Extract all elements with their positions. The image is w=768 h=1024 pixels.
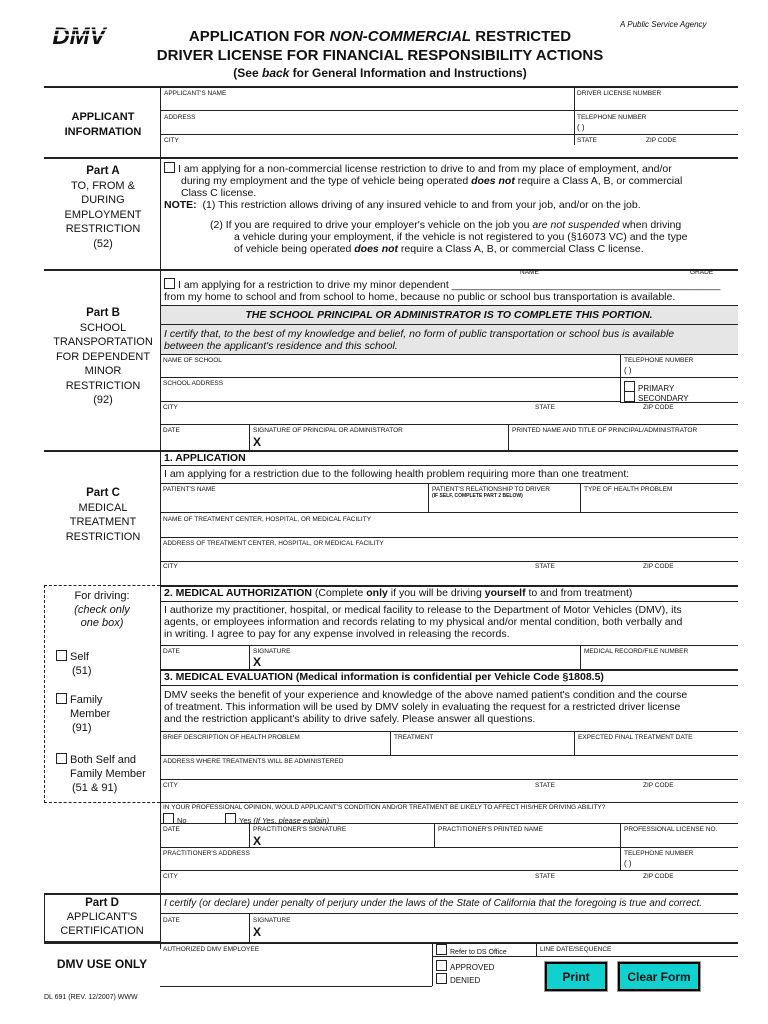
part-c-label: Part C MEDICAL TREATMENT RESTRICTION xyxy=(65,487,141,543)
svg-text:DMV: DMV xyxy=(52,23,106,50)
practitioner-zip-label: ZIP CODE xyxy=(643,873,674,880)
school-phone-label: TELEPHONE NUMBER xyxy=(624,357,694,364)
evaluation-heading: 3. MEDICAL EVALUATION (Medical information is confidential per Vehicle Code §1808.5) xyxy=(164,671,604,683)
auth-date-label: DATE xyxy=(163,648,180,655)
application-heading: 1. APPLICATION xyxy=(164,452,246,464)
patient-name-label: PATIENT'S NAME xyxy=(163,486,216,493)
certify-date-label: DATE xyxy=(163,917,180,924)
practitioner-printed-label: PRACTITIONER'S PRINTED NAME xyxy=(438,826,543,833)
license-number-label: PROFESSIONAL LICENSE NO. xyxy=(624,826,718,833)
center-address-label: ADDRESS OF TREATMENT CENTER, HOSPITAL, OR MEDICAL FACILITY xyxy=(163,540,384,547)
brief-description-label: BRIEF DESCRIPTION OF HEALTH PROBLEM xyxy=(163,734,300,741)
treatment-city-label: CITY xyxy=(163,782,178,789)
print-button[interactable]: Print xyxy=(545,962,607,991)
practitioner-address-label: PRACTITIONER'S ADDRESS xyxy=(163,850,250,857)
clear-form-button[interactable]: Clear Form xyxy=(618,962,700,991)
authorization-text: I authorize my practitioner, hospital, or medical facility to release to the Department of Motor Vehicles (DMV), its agents, or employees information and records relating to my physical and/or mental condition, both verbally and in writing. I agree to pay for any expense involved in releasing the records. xyxy=(164,604,683,640)
principal-signature-label: SIGNATURE OF PRINCIPAL OR ADMINISTRATOR xyxy=(253,427,403,434)
refer-option[interactable]: Refer to DS Office xyxy=(436,944,507,956)
dependent-name-col: NAME xyxy=(520,269,539,276)
dl-number-field[interactable] xyxy=(577,98,735,109)
part-a-text: I am applying for a non-commercial license restriction to drive to and from my place of employment, and/or during my employment and the type of vehicle being operated does not require a Class A, B, or commercial Class C license. NOTE: (1) This restriction allows driving of any insured vehicle to and from your job, and/or on the job. (2) If you are required to drive your employer's vehicle on the job you are not suspended when driving a vehicle during your employment, if the vehicle is not registered to you (§16073 VC) and the type of vehicle being operated does not require a Class A, B, or commercial Class C license. xyxy=(164,163,688,255)
treatment-address-label: ADDRESS WHERE TREATMENTS WILL BE ADMINISTERED xyxy=(163,758,344,765)
secondary-option[interactable]: SECONDARY xyxy=(624,391,689,403)
opinion-no[interactable]: No xyxy=(163,813,187,825)
practitioner-city-label: CITY xyxy=(163,873,178,880)
practitioner-phone-paren: ( ) xyxy=(624,859,632,868)
driving-option-family[interactable]: Family Member (91) xyxy=(56,693,110,735)
address-field[interactable] xyxy=(164,122,570,133)
center-city-label: CITY xyxy=(163,563,178,570)
school-name-label: NAME OF SCHOOL xyxy=(163,357,222,364)
auth-signature-label: SIGNATURE xyxy=(253,648,291,655)
agency-tagline: A Public Service Agency xyxy=(620,20,707,29)
certify-signature-x[interactable]: X xyxy=(253,925,262,939)
applicant-name-field[interactable] xyxy=(164,98,570,109)
zip-label: ZIP CODE xyxy=(646,137,677,144)
part-b-checkbox[interactable] xyxy=(164,278,175,289)
driving-option-self[interactable]: Self (51) xyxy=(56,650,92,678)
expected-date-label: EXPECTED FINAL TREATMENT DATE xyxy=(578,734,693,741)
approved-option[interactable]: APPROVED xyxy=(436,960,494,972)
for-driving-heading: For driving: (check only one box) xyxy=(74,590,130,629)
dmv-logo xyxy=(46,22,112,50)
part-a-label: Part A TO, FROM & DURING EMPLOYMENT RESTRICTION (52) xyxy=(64,165,142,250)
center-state-label: STATE xyxy=(535,563,555,570)
application-text: I am applying for a restriction due to the following health problem requiring more than one treatment: xyxy=(164,468,630,480)
dmv-logo-icon xyxy=(46,22,112,50)
authorization-heading: 2. MEDICAL AUTHORIZATION (Complete only if you will be driving yourself to and from treatment) xyxy=(164,587,633,599)
state-label: STATE xyxy=(577,137,597,144)
form-subtitle: (See back for General Information and Instructions) xyxy=(233,66,527,80)
part-d-label: Part D APPLICANT'S CERTIFICATION xyxy=(60,897,144,937)
part-b-text: I am applying for a restriction to drive my minor dependent ______________________________________________ from my home to school and from school to home, because no public or school bus transportation is available. xyxy=(164,279,721,303)
principal-signature-x[interactable]: X xyxy=(253,435,262,449)
applicant-section-label: APPLICANT INFORMATION xyxy=(64,111,142,138)
dl-number-label: DRIVER LICENSE NUMBER xyxy=(577,90,662,97)
city-label: CITY xyxy=(164,137,179,144)
address-label: ADDRESS xyxy=(164,114,196,121)
school-zip-label: ZIP CODE xyxy=(643,404,674,411)
principal-date-label: DATE xyxy=(163,427,180,434)
part-b-label: Part B SCHOOL TRANSPORTATION FOR DEPENDENT MINOR RESTRICTION (92) xyxy=(53,307,153,406)
school-address-label: SCHOOL ADDRESS xyxy=(163,380,224,387)
opinion-question: IN YOUR PROFESSIONAL OPINION, WOULD APPLICANT'S CONDITION AND/OR TREATMENT BE LIKELY TO AFFECT HIS/HER DRIVING ABILITY? xyxy=(163,804,606,811)
health-type-label: TYPE OF HEALTH PROBLEM xyxy=(584,486,673,493)
practitioner-phone-label: TELEPHONE NUMBER xyxy=(624,850,694,857)
form-revision: DL 691 (REV. 12/2007) WWW xyxy=(44,994,138,1001)
denied-option[interactable]: DENIED xyxy=(436,973,480,985)
telephone-paren: ( ) xyxy=(577,123,585,132)
principal-certify: I certify that, to the best of my knowledge and belief, no form of public transportation or school bus is available between the applicant's residence and this school. xyxy=(164,328,675,352)
line-date-label: LINE DATE/SEQUENCE xyxy=(540,946,612,953)
relationship-label: PATIENT'S RELATIONSHIP TO DRIVER (IF SELF, COMPLETE PART 2 BELOW) xyxy=(432,486,550,499)
dependent-grade-col: GRADE xyxy=(690,269,714,276)
evaluation-text: DMV seeks the benefit of your experience and knowledge of the above named patient's condition and the course of treatment. This information will be used by DMV solely in evaluating the request for a restricted driver license and the restriction applicant's ability to drive safely. Please answer all questions. xyxy=(164,689,688,725)
driving-option-both[interactable]: Both Self and Family Member (51 & 91) xyxy=(56,753,146,795)
applicant-name-label: APPLICANT'S NAME xyxy=(164,90,227,97)
part-d-certify: I certify (or declare) under penalty of perjury under the laws of the State of California that the foregoing is true and correct. xyxy=(164,898,703,909)
center-name-label: NAME OF TREATMENT CENTER, HOSPITAL, OR MEDICAL FACILITY xyxy=(163,516,372,523)
dmv-use-only-label: DMV USE ONLY xyxy=(56,957,148,971)
practitioner-state-label: STATE xyxy=(535,873,555,880)
record-number-label: MEDICAL RECORD/FILE NUMBER xyxy=(584,648,689,655)
treatment-zip-label: ZIP CODE xyxy=(643,782,674,789)
auth-signature-x[interactable]: X xyxy=(253,655,262,669)
practitioner-signature-x[interactable]: X xyxy=(253,834,262,848)
telephone-label: TELEPHONE NUMBER xyxy=(577,114,647,121)
dmv-employee-label: AUTHORIZED DMV EMPLOYEE xyxy=(163,946,260,953)
primary-option[interactable]: PRIMARY xyxy=(624,381,674,393)
city-field[interactable] xyxy=(164,145,570,156)
principal-printed-label: PRINTED NAME AND TITLE OF PRINCIPAL/ADMINISTRATOR xyxy=(512,427,698,434)
practitioner-signature-label: PRACTITIONER'S SIGNATURE xyxy=(253,826,347,833)
school-city-label: CITY xyxy=(163,404,178,411)
principal-banner: THE SCHOOL PRINCIPAL OR ADMINISTRATOR IS TO COMPLETE THIS PORTION. xyxy=(245,309,653,321)
center-zip-label: ZIP CODE xyxy=(643,563,674,570)
school-state-label: STATE xyxy=(535,404,555,411)
certify-signature-label: SIGNATURE xyxy=(253,917,291,924)
part-a-checkbox[interactable] xyxy=(164,162,175,173)
treatment-state-label: STATE xyxy=(535,782,555,789)
treatment-label: TREATMENT xyxy=(394,734,434,741)
form-title: APPLICATION FOR NON-COMMERCIAL RESTRICTED DRIVER LICENSE FOR FINANCIAL RESPONSIBILITY ACTIONS xyxy=(156,28,604,64)
opinion-yes[interactable]: Yes (If Yes, please explain) xyxy=(225,813,329,825)
practitioner-date-label: DATE xyxy=(163,826,180,833)
school-phone-paren: ( ) xyxy=(624,366,632,375)
